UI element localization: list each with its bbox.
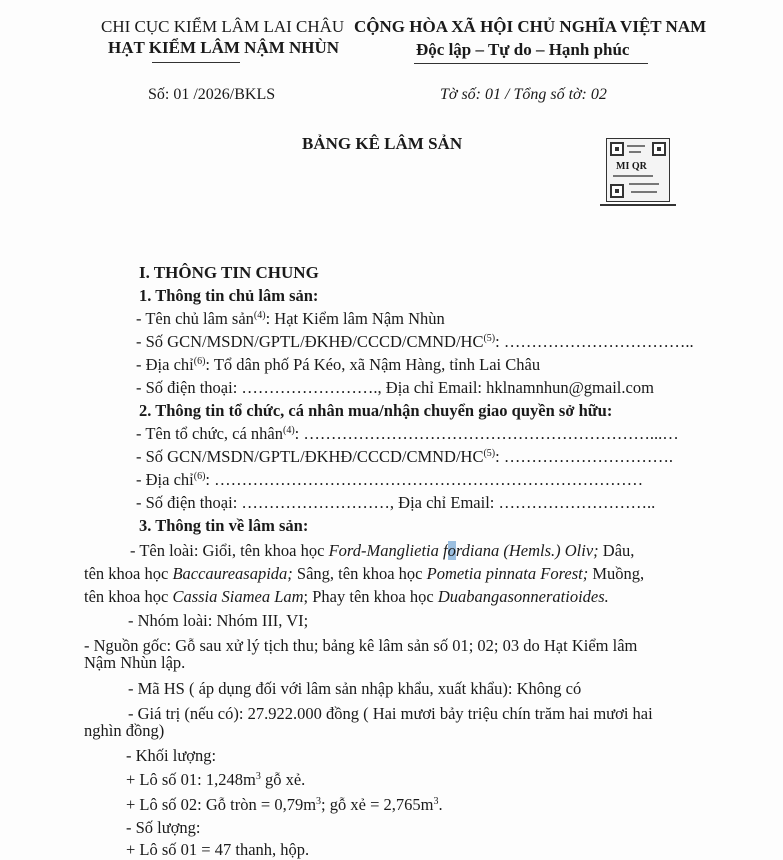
scientific-name: Pometia pinnata Forest;	[426, 564, 589, 583]
species-text: Dâu,	[598, 541, 635, 560]
qr-finder-icon	[610, 184, 624, 198]
footnote-ref: (4)	[283, 425, 295, 436]
agency-name: HẠT KIỂM LÂM NẬM NHÙN	[108, 38, 340, 57]
value-line-2: nghìn đồng)	[84, 721, 165, 740]
qr-module	[629, 183, 659, 185]
volume-lot-1	[126, 770, 305, 790]
quantity-lot-1: + Lô số 01 = 47 thanh, hộp.	[126, 840, 310, 859]
owner-id-row	[136, 332, 694, 352]
species-line-2	[84, 564, 644, 584]
qr-finder-icon	[652, 142, 666, 156]
owner-name-label: - Tên chủ lâm sản	[136, 309, 254, 328]
footnote-ref: (6)	[193, 471, 206, 482]
species-text: tên khoa học	[84, 587, 173, 606]
buyer-phone-email: - Số điện thoại: ………………………, Địa chỉ Email: ………………………..	[136, 493, 656, 512]
value-line-1: - Giá trị (nếu có): 27.922.000 đồng ( Hai mươi bảy triệu chín trăm hai mươi hai	[128, 704, 653, 723]
footnote-ref: (4)	[253, 310, 266, 321]
owner-id-value: : ……………………………..	[495, 332, 694, 351]
qr-module	[629, 151, 641, 153]
owner-address-row	[136, 355, 540, 375]
owner-heading: 1. Thông tin chủ lâm sản:	[139, 286, 319, 305]
species-text: - Tên loài: Giổi, tên khoa học	[130, 541, 329, 560]
species-text: tên khoa học	[84, 564, 173, 583]
qr-module	[631, 191, 657, 193]
agency-parent: CHI CỤC KIỂM LÂM LAI CHÂU	[101, 17, 345, 36]
buyer-name-row	[136, 424, 679, 444]
scientific-name: rdiana (Hemls.) Oliv;	[455, 541, 599, 560]
buyer-id-row	[136, 447, 673, 467]
volume-text: + Lô số 02: Gỗ tròn = 0,79m	[126, 795, 317, 814]
species-line-3	[84, 587, 609, 607]
species-text: Muồng,	[588, 564, 645, 583]
scientific-name: Ford-Manglietia f	[328, 541, 448, 560]
product-heading: 3. Thông tin về lâm sản:	[139, 516, 309, 535]
national-motto: Độc lập – Tự do – Hạnh phúc	[416, 40, 630, 59]
qr-finder-icon	[610, 142, 624, 156]
volume-lot-2	[126, 795, 443, 815]
volume-text: ; gỗ xẻ = 2,765m	[321, 795, 434, 814]
origin-line-1: - Nguồn gốc: Gỗ sau xử lý tịch thu; bảng kê lâm sản số 01; 02; 03 do Hạt Kiểm lâm	[84, 636, 638, 655]
scientific-name: Baccaureasapida;	[172, 564, 293, 583]
volume-text: .	[438, 795, 443, 814]
agency-underline	[152, 62, 240, 63]
qr-underline	[600, 204, 676, 206]
unit-exponent: 3	[255, 771, 261, 782]
document-number: Số: 01 /2026/BKLS	[148, 86, 276, 103]
hs-code: - Mã HS ( áp dụng đối với lâm sản nhập khẩu, xuất khẩu): Không có	[128, 679, 582, 698]
footnote-ref: (5)	[483, 333, 496, 344]
text-selection[interactable]: o	[447, 541, 456, 560]
buyer-name-label: - Tên tổ chức, cá nhân	[136, 424, 283, 443]
buyer-address-value: : ……………………………………………………………………	[205, 470, 644, 489]
buyer-address-label: - Địa chỉ	[136, 470, 194, 489]
document-title: BẢNG KÊ LÂM SẢN	[302, 134, 463, 153]
buyer-id-value: : ………………………….	[495, 447, 673, 466]
footnote-ref: (6)	[193, 356, 206, 367]
sheet-info: Tờ số: 01 / Tổng số tờ: 02	[440, 86, 607, 103]
owner-phone-email: - Số điện thoại: ……………………., Địa chỉ Email: hklnamnhun@gmail.com	[136, 378, 654, 397]
motto-underline	[414, 63, 648, 64]
owner-address-label: - Địa chỉ	[136, 355, 194, 374]
volume-text: gỗ xẻ.	[260, 770, 306, 789]
species-text: Sâng, tên khoa học	[292, 564, 427, 583]
volume-text: + Lô số 01: 1,248m	[126, 770, 256, 789]
origin-line-2: Nậm Nhùn lập.	[84, 653, 186, 672]
country-name: CỘNG HÒA XÃ HỘI CHỦ NGHĨA VIỆT NAM	[354, 17, 707, 36]
unit-exponent: 3	[433, 796, 439, 807]
section-heading: I. THÔNG TIN CHUNG	[139, 263, 319, 282]
footnote-ref: (5)	[483, 448, 496, 459]
owner-name-row	[136, 309, 445, 329]
buyer-id-label: - Số GCN/MSDN/GPTL/ĐKHĐ/CCCD/CMND/HC	[136, 447, 484, 466]
scientific-name: Duabangasonneratioides.	[437, 587, 609, 606]
buyer-name-value: : ………………………………………………………...…	[294, 424, 679, 443]
qr-module	[627, 145, 645, 147]
species-group: - Nhóm loài: Nhóm III, VI;	[128, 611, 309, 630]
scientific-name: Cassia Siamea Lam	[172, 587, 304, 606]
quantity-heading: - Số lượng:	[126, 818, 201, 837]
species-line-1	[130, 541, 634, 561]
volume-heading: - Khối lượng:	[126, 746, 217, 765]
buyer-address-row	[136, 470, 643, 490]
owner-address-value: : Tổ dân phố Pá Kéo, xã Nậm Hàng, tỉnh Lai Châu	[205, 355, 541, 374]
qr-code-icon	[606, 138, 670, 202]
owner-name-value: : Hạt Kiểm lâm Nậm Nhùn	[265, 309, 445, 328]
qr-module	[613, 175, 653, 177]
owner-id-label: - Số GCN/MSDN/GPTL/ĐKHĐ/CCCD/CMND/HC	[136, 332, 484, 351]
species-text: ; Phay tên khoa học	[303, 587, 438, 606]
buyer-heading: 2. Thông tin tổ chức, cá nhân mua/nhận chuyển giao quyền sở hữu:	[139, 401, 613, 420]
qr-label: MI QR	[616, 161, 647, 172]
unit-exponent: 3	[316, 796, 322, 807]
